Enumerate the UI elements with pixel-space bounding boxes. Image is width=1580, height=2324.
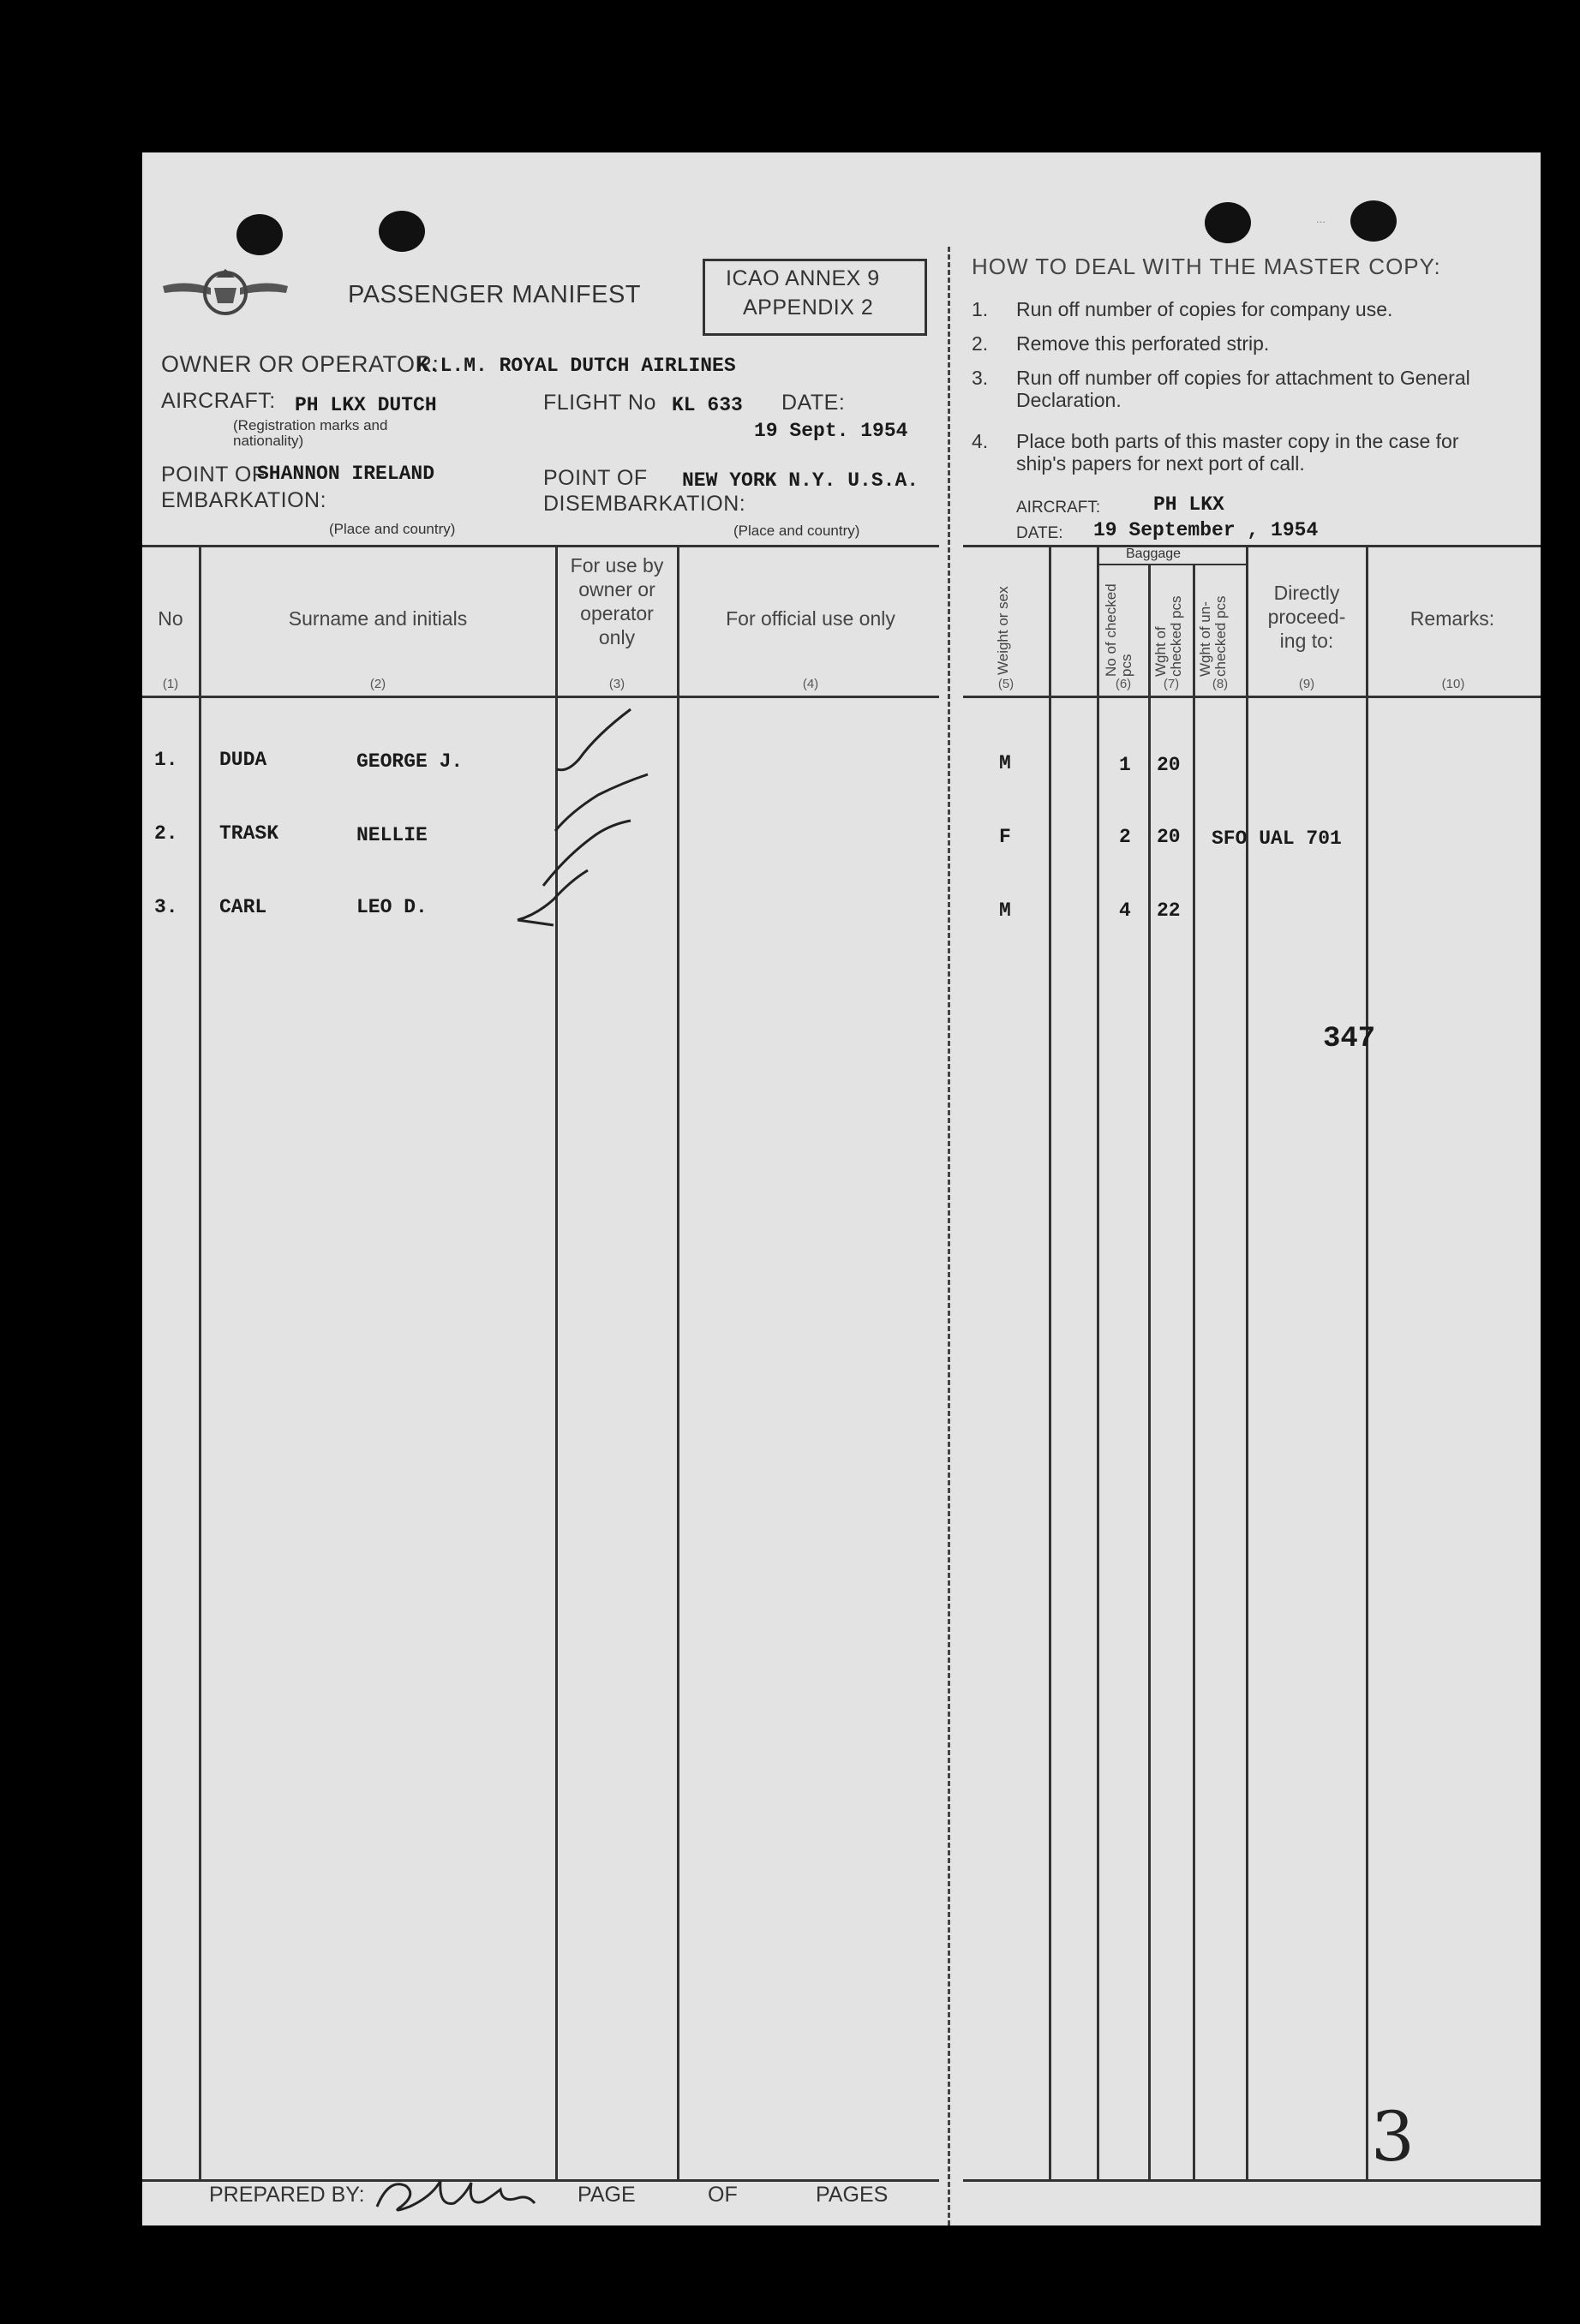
col-num: (9): [1298, 677, 1315, 691]
passenger-pcs: 1: [1119, 754, 1131, 776]
passenger-pcs: 4: [1119, 899, 1131, 922]
embarkation-label-2: EMBARKATION:: [161, 488, 327, 512]
owner-label: OWNER OR OPERATOR:: [161, 351, 440, 377]
manifest-title: PASSENGER MANIFEST: [348, 281, 642, 308]
passenger-surname: TRASK: [219, 822, 279, 845]
col-line: [1193, 564, 1195, 2181]
instruction-num: 2.: [972, 332, 989, 355]
instruction-num: 1.: [972, 298, 989, 320]
annotation-number: 347: [1323, 1023, 1376, 1055]
passenger-pcs: 2: [1119, 826, 1131, 848]
klm-logo-icon: [161, 262, 290, 320]
passenger-weight: 20: [1157, 826, 1181, 848]
flight-value: KL 633: [672, 394, 743, 416]
embarkation-value: SHANNON IRELAND: [257, 463, 435, 485]
passenger-surname: DUDA: [219, 749, 267, 771]
col-wght-unchecked-header: Wght of un-checked pcs: [1197, 595, 1229, 677]
passenger-proceeding: SFO UAL 701: [1212, 827, 1342, 850]
punch-hole: [1350, 200, 1397, 242]
col-remarks-header: Remarks:: [1409, 607, 1495, 630]
passenger-sex: M: [999, 899, 1011, 922]
check-marks: [502, 684, 673, 941]
col-weight-sex-header: Weight or sex: [995, 586, 1011, 675]
col-num: (6): [1115, 677, 1132, 691]
disembarkation-label-2: DISEMBARKATION:: [543, 492, 746, 516]
col-line: [677, 547, 679, 2181]
page-mark: 3: [1371, 2097, 1415, 2177]
icao-appendix: APPENDIX 2: [743, 296, 874, 320]
col-num: (2): [369, 677, 386, 691]
aircraft-note: (Registration marks and nationality): [233, 417, 388, 449]
disembarkation-value: NEW YORK N.Y. U.S.A.: [682, 469, 919, 492]
passenger-no: 1.: [154, 749, 178, 771]
flight-label: FLIGHT No: [543, 391, 656, 415]
instr-date-label: DATE:: [1016, 524, 1063, 542]
instr-aircraft-value: PH LKX: [1153, 493, 1224, 516]
col-baggage-header: Baggage: [1126, 547, 1182, 561]
stamp-text: ...: [1316, 212, 1326, 225]
punch-hole: [236, 214, 283, 255]
prepared-by-label: PREPARED BY:: [209, 2183, 365, 2207]
instruction-num: 4.: [972, 430, 989, 452]
col-no-checked-header: No of checked pcs: [1103, 583, 1134, 677]
instr-date-value: 19 September , 1954: [1093, 519, 1319, 541]
instruction-num: 3.: [972, 367, 989, 389]
prepared-by-signature: [372, 2172, 543, 2219]
perforation-line: [948, 247, 950, 2225]
col-line: [1049, 547, 1051, 2181]
col-line: [1246, 547, 1248, 2181]
passenger-initials: NELLIE: [356, 824, 428, 846]
col-directly-header: Directly proceed-ing to:: [1267, 582, 1346, 652]
date-value: 19 Sept. 1954: [754, 420, 908, 442]
passenger-sex: F: [999, 826, 1011, 848]
baggage-line: [1097, 564, 1248, 565]
col-num: (3): [608, 677, 625, 691]
instruction-text: Place both parts of this master copy in the case for ship's papers for next port of call.: [1016, 430, 1459, 475]
col-line: [199, 547, 201, 2181]
of-label: OF: [708, 2183, 738, 2207]
pages-label: PAGES: [816, 2183, 889, 2207]
owner-value: K.L.M. ROYAL DUTCH AIRLINES: [416, 355, 736, 377]
instruction-text: Run off number off copies for attachment to General Declaration.: [1016, 367, 1470, 411]
instructions-title: HOW TO DEAL WITH THE MASTER COPY:: [972, 254, 1441, 279]
passenger-initials: LEO D.: [356, 896, 428, 918]
passenger-no: 3.: [154, 896, 178, 918]
col-official-header: For official use only: [726, 607, 895, 630]
table-top-line: [142, 545, 939, 547]
icao-annex: ICAO ANNEX 9: [726, 266, 880, 290]
instruction-text: Run off number of copies for company use.: [1016, 298, 1393, 320]
col-line: [1366, 547, 1368, 2181]
passenger-sex: M: [999, 752, 1011, 774]
col-num: (7): [1163, 677, 1180, 691]
col-num: (5): [997, 677, 1014, 691]
punch-hole: [1205, 202, 1251, 243]
aircraft-label: AIRCRAFT:: [161, 389, 276, 413]
col-num: (10): [1441, 677, 1465, 691]
col-line: [1148, 564, 1151, 2181]
passenger-weight: 22: [1157, 899, 1181, 922]
passenger-initials: GEORGE J.: [356, 750, 464, 773]
col-num: (4): [802, 677, 819, 691]
passenger-weight: 20: [1157, 754, 1181, 776]
embarkation-note: (Place and country): [329, 521, 456, 537]
instr-aircraft-label: AIRCRAFT:: [1016, 499, 1101, 517]
aircraft-value: PH LKX DUTCH: [295, 394, 437, 416]
manifest-sheet: [142, 152, 1541, 2225]
col-owner-use-header: For use by owner or operator only: [570, 554, 664, 648]
disembarkation-note: (Place and country): [733, 523, 860, 539]
col-num: (1): [162, 677, 179, 691]
col-line: [1097, 547, 1099, 2181]
col-wght-checked-header: Wght of checked pcs: [1152, 595, 1184, 677]
instruction-text: Remove this perforated strip.: [1016, 332, 1270, 355]
disembarkation-label: POINT OF: [543, 466, 648, 490]
passenger-surname: CARL: [219, 896, 267, 918]
page-label: PAGE: [578, 2183, 636, 2207]
date-label: DATE:: [781, 391, 846, 415]
icao-box: [703, 259, 927, 336]
col-no-header: No: [158, 607, 183, 630]
passenger-no: 2.: [154, 822, 178, 845]
col-num: (8): [1212, 677, 1229, 691]
col-surname-header: Surname and initials: [288, 607, 468, 630]
embarkation-label: POINT OF: [161, 463, 266, 487]
punch-hole: [379, 211, 425, 252]
